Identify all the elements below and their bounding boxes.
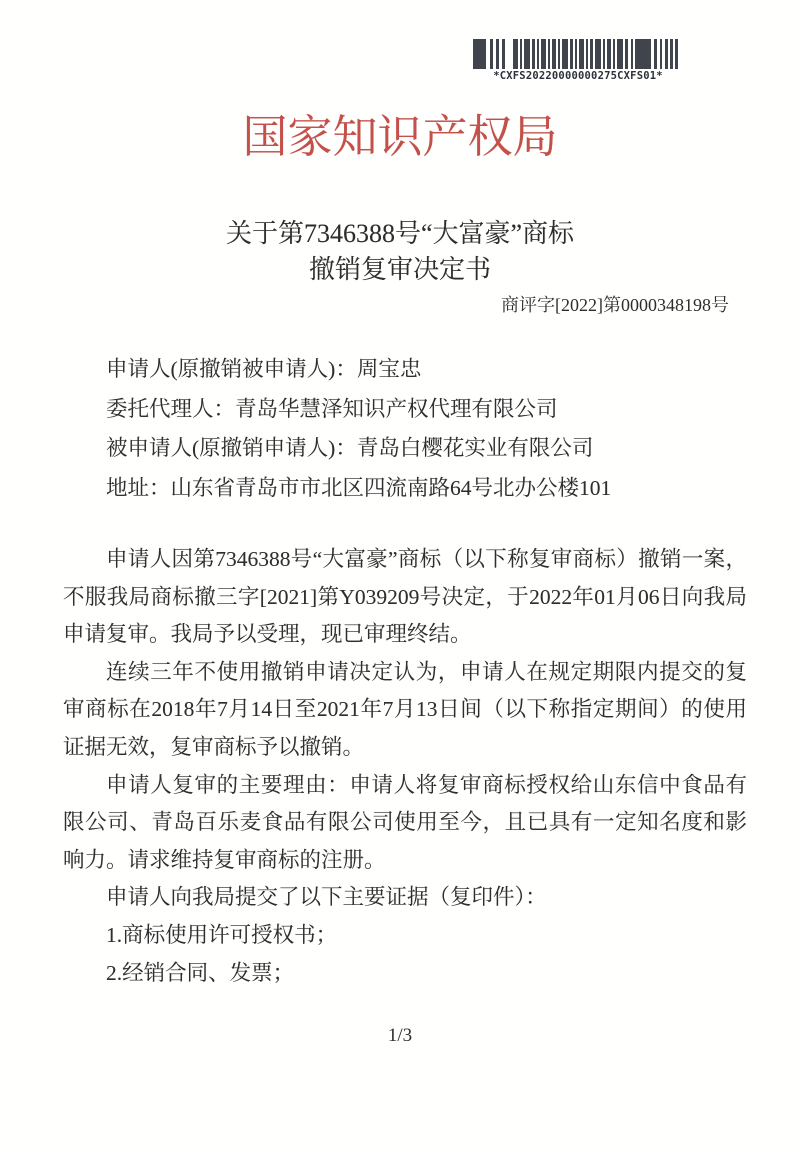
page-number: 1/3	[387, 1025, 413, 1046]
evidence-item: 1.商标使用许可授权书；	[106, 922, 338, 947]
body-paragraph: 连续三年不使用撤销申请决定认为，申请人在规定期限内提交的复审商标在2018年7月14日至2021年7月13日间（以下称指定期间）的使用证据无效，复审商标予以撤销。	[63, 659, 747, 759]
barcode-text: *CXFS20220000000275CXFS01*	[493, 70, 663, 82]
barcode	[472, 39, 684, 82]
evidence-intro: 申请人向我局提交了以下主要证据（复印件）：	[106, 885, 547, 910]
document-number: 商评字[2022]第0000348198号	[501, 295, 729, 315]
respondent-line: 被申请人(原撤销申请人)：青岛白樱花实业有限公司	[106, 436, 594, 460]
address-line: 地址：山东省青岛市市北区四流南路64号北办公楼101	[106, 475, 612, 500]
body-paragraph: 申请人因第7346388号“大富豪”商标（以下称复审商标）撤销一案，不服我局商标撤三字[2021]第Y039209号决定，于2022年01月06日向我局申请复审。我局予以受理，现已审理终结。	[63, 547, 747, 647]
applicant-line: 申请人(原撤销被申请人)：周宝忠	[106, 357, 422, 381]
document-title	[0, 216, 800, 288]
agency-title: 国家知识产权局	[242, 112, 558, 162]
document-title-line2: 撤销复审决定书	[308, 255, 491, 284]
agent-line: 委托代理人：青岛华慧泽知识产权代理有限公司	[106, 396, 558, 421]
document-title-line1: 关于第7346388号“大富豪”商标	[225, 219, 575, 248]
decision-body	[63, 541, 747, 992]
parties-block	[63, 350, 747, 508]
barcode-icon	[473, 39, 683, 69]
evidence-item: 2.经销合同、发票；	[106, 960, 295, 985]
body-paragraph: 申请人复审的主要理由：申请人将复审商标授权给山东信中食品有限公司、青岛百乐麦食品有限公司使用至今，且已具有一定知名度和影响力。请求维持复审商标的注册。	[63, 772, 747, 872]
